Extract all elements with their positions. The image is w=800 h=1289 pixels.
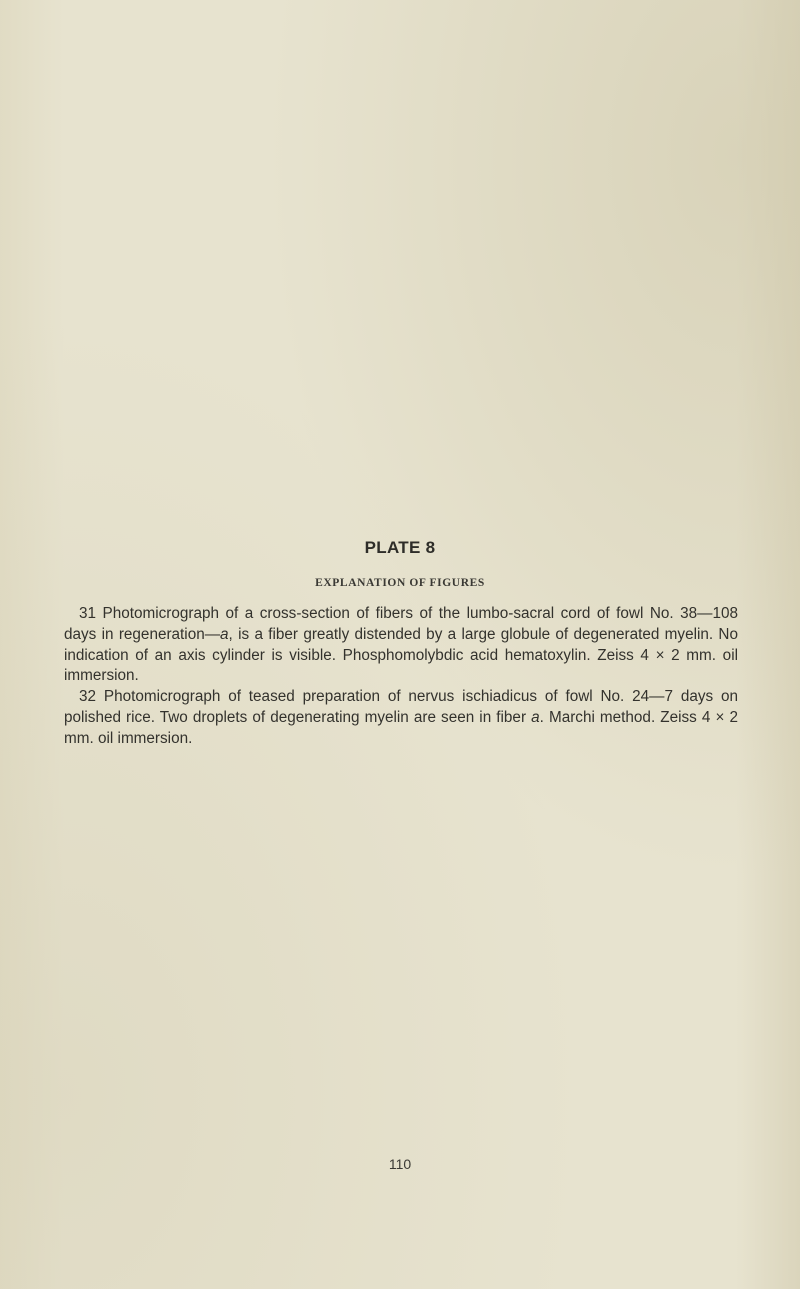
figure-31-caption [64, 604, 738, 687]
fiber-letter: a [531, 708, 540, 726]
explanation-heading: EXPLANATION OF FIGURES [315, 577, 485, 589]
figure-number: 32 [79, 688, 97, 706]
caption-text: . Marchi method. Zeiss 4 × 2 mm. oil immersion. [64, 708, 738, 747]
figure-32-caption [64, 687, 738, 749]
figure-number: 31 [79, 605, 97, 622]
caption-text: , is a fiber greatly distended by a large globule of degenerated myelin. No indication of an axis cylinder is visible. Phosphomolybdic acid hematoxylin. Zeiss 4 × 2 mm. oil immersion. [64, 625, 738, 685]
figure-explanations [64, 604, 738, 750]
plate-title: PLATE 8 [364, 538, 436, 557]
fiber-letter: a [220, 625, 229, 643]
caption-text: Photomicrograph of a cross-section of fibers of the lumbo-sacral cord of fowl No. 38—108 days in regeneration— [64, 605, 738, 643]
page-number: 110 [388, 1156, 412, 1172]
caption-text: Photomicrograph of teased preparation of nervus ischiadicus of fowl No. 24—7 days on polished rice. Two droplets of degenerating myelin are seen in fiber [64, 688, 738, 726]
